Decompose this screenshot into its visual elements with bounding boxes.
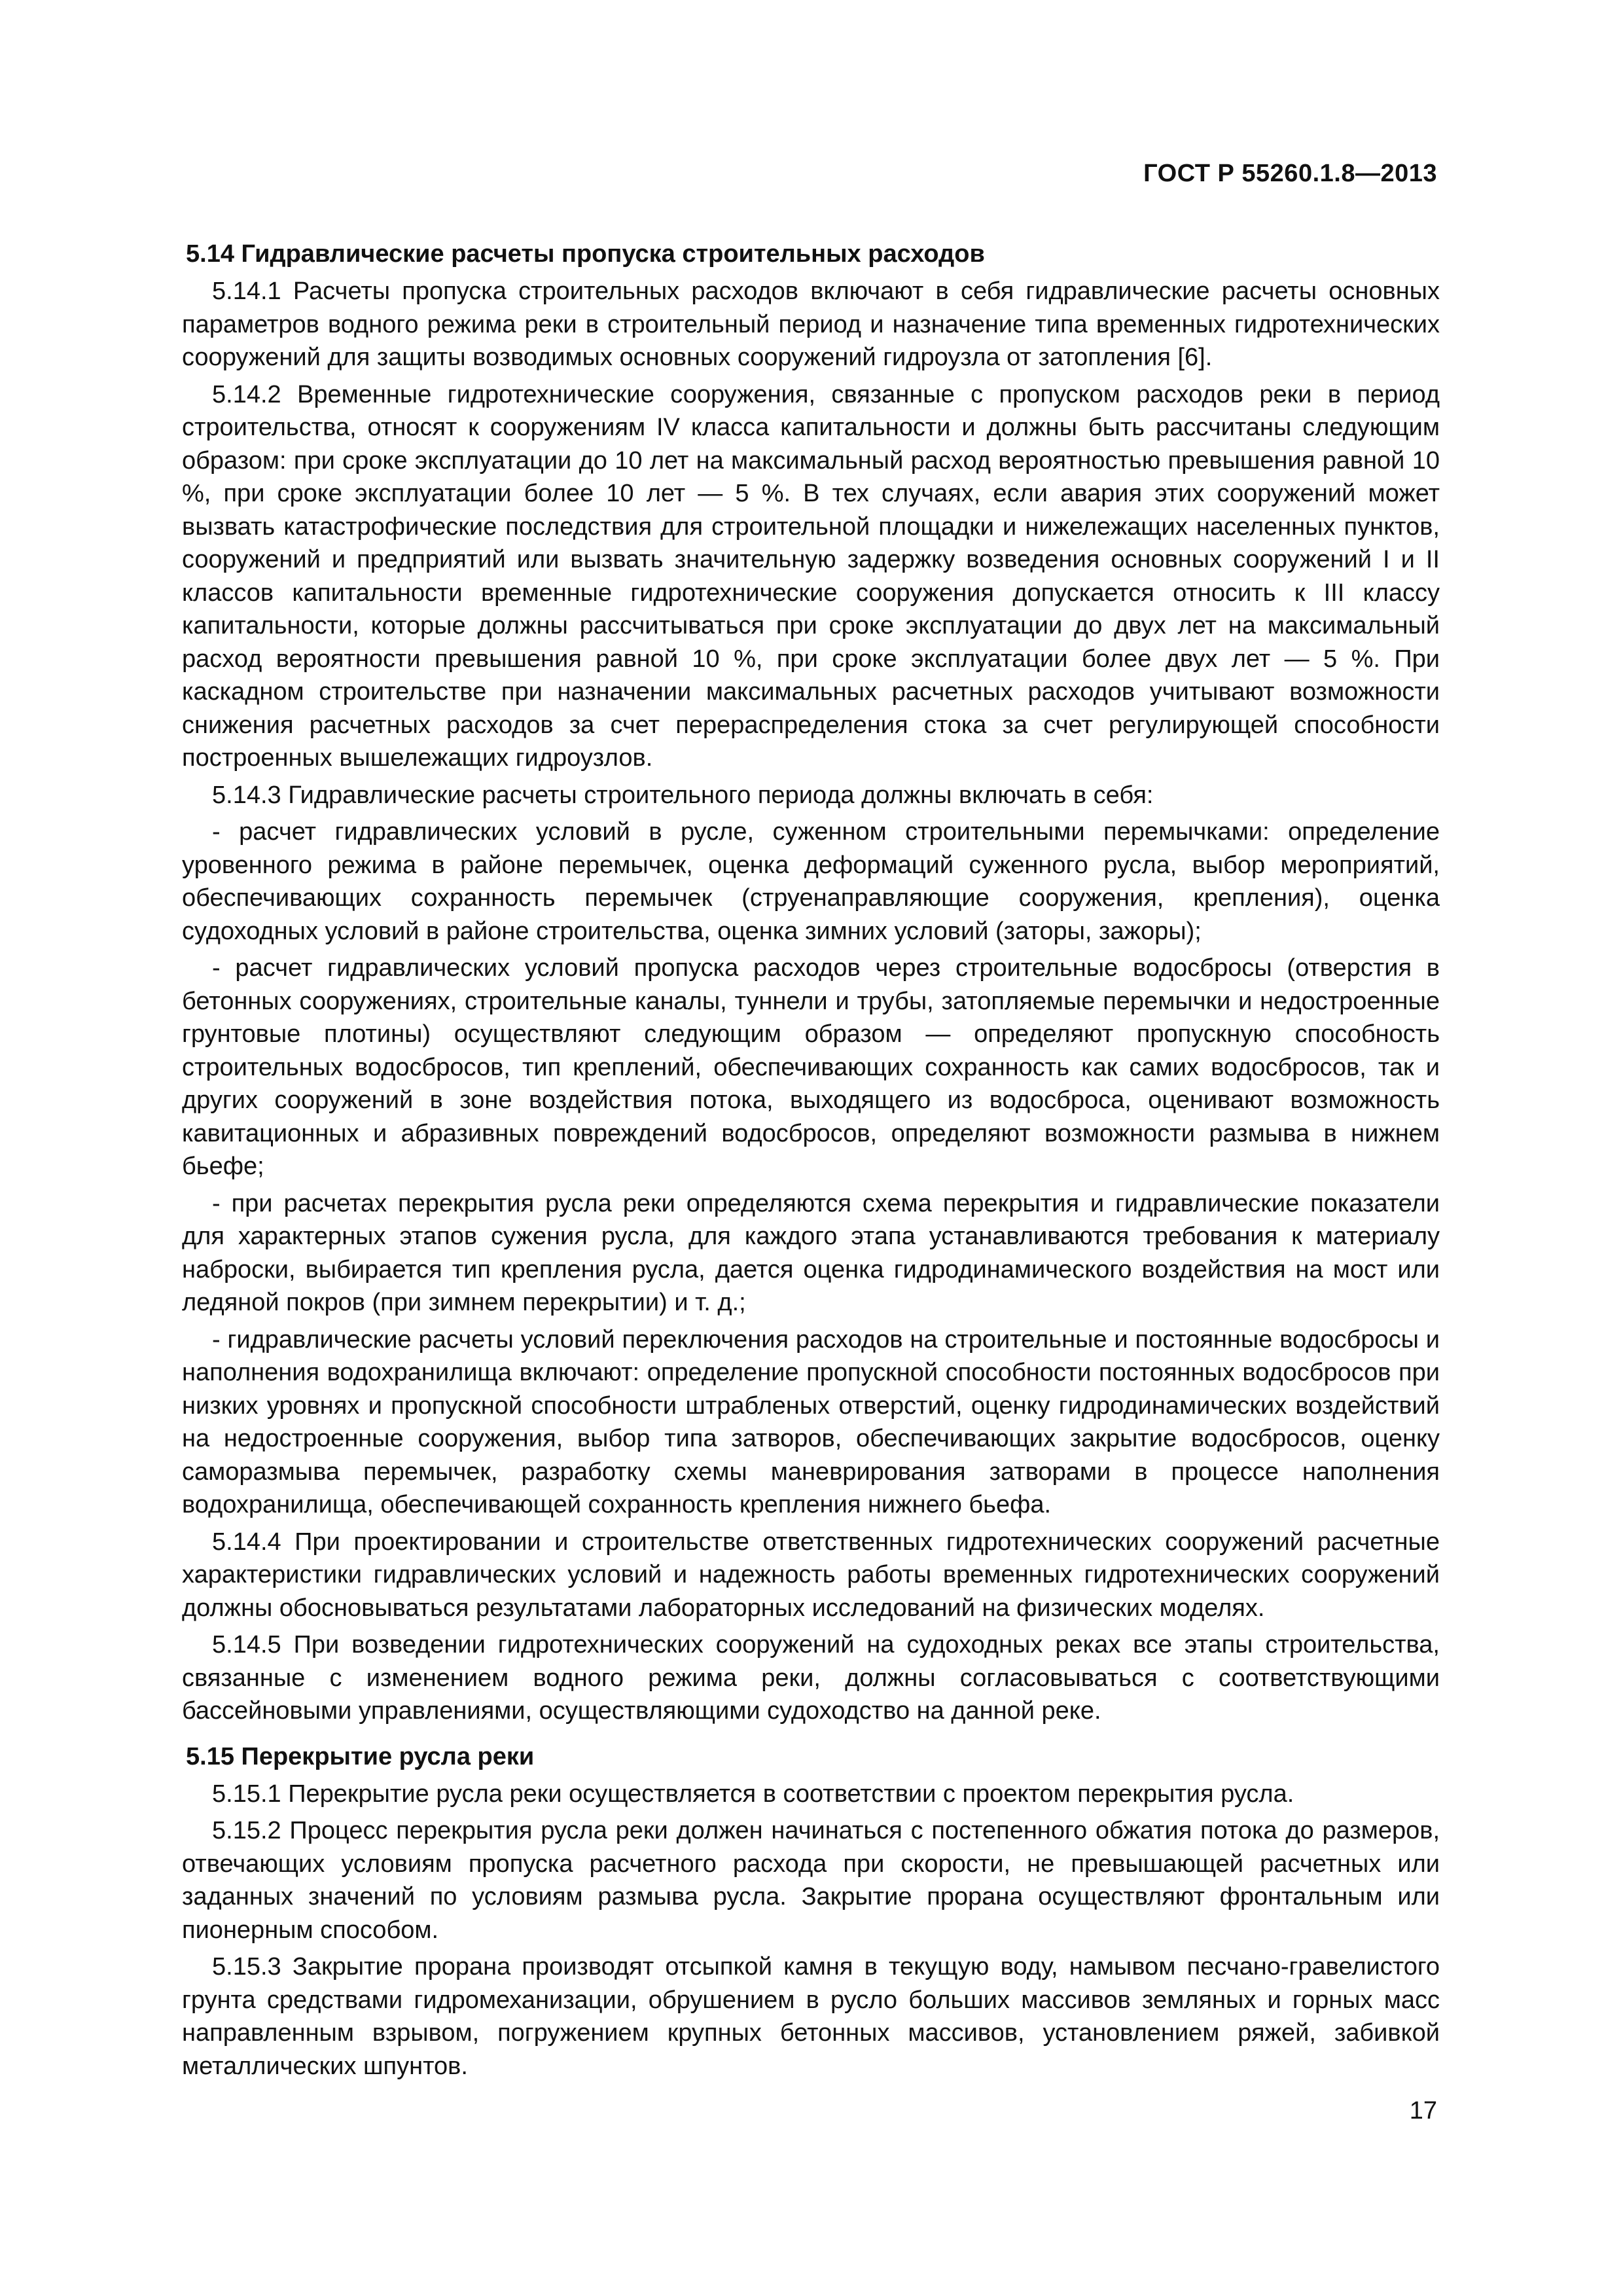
paragraph-5-15-1: 5.15.1 Перекрытие русла реки осуществляется в соответствии с проектом перекрытия русла. [212,1780,1294,1808]
list-item-channel-conditions: - расчет гидравлических условий в русле, суженном строительными перемычками: определение уровенного режима в районе перемычек, оценка деформаций суженного русла, выбор мероприятий, обеспечивающих сохранность перемычек (струенаправляющие сооружения, крепления), оценка судоходных условий в районе строительства, оценка зимних условий (заторы, зажоры); [182,818,1440,945]
document-code-header: ГОСТ Р 55260.1.8—2013 [1143,160,1437,187]
list-item-river-closure: - при расчетах перекрытия русла реки определяются схема перекрытия и гидравлические показатели для характерных этапов сужения русла, для каждого этапа устанавливаются требования к материалу наброски, выбирается тип крепления русла, дается оценка гидродинамического воздействия на мост или ледяной покров (при зимнем перекрытии) и т. д.; [182,1189,1440,1316]
paragraph-5-14-2: 5.14.2 Временные гидротехнические сооружения, связанные с пропуском расходов реки в период строительства, относят к сооружениям IV класса капитальности и должны быть рассчитаны следующим образом: при сроке эксплуатации до 10 лет на максимальный расход вероятностью превышения равной 10 %, при сроке эксплуатации более 10 лет — 5 %. В тех случаях, если авария этих сооружений может вызвать катастрофические последствия для строительной площадки и нижележащих населенных пунктов, сооружений и предприятий или вызвать значительную задержку возведения основных сооружений I и II классов капитальности временные гидротехнические сооружения допускается относить к III классу капитальности, которые должны рассчитываться при сроке эксплуатации до двух лет на максимальный расход вероятности превышения равной 10 %, при сроке эксплуатации более двух лет — 5 %. При каскадном строительстве при назначении максимальных расчетных расходов учитывают возможности снижения расчетных расходов за счет перераспределения стока за счет регулирующей способности построенных вышележащих гидроузлов. [182,380,1440,772]
page-number: 17 [1409,2097,1437,2125]
page-body [182,237,1440,2087]
paragraph-5-14-3: 5.14.3 Гидравлические расчеты строительного периода должны включать в себя: [212,781,1154,809]
section-title-5-15: 5.15 Перекрытие русла реки [186,1742,535,1770]
paragraph-5-14-5: 5.14.5 При возведении гидротехнических сооружений на судоходных реках все этапы строительства, связанные с изменением водного режима реки, должны согласовываться с соответствующими бассейновыми управлениями, осуществляющими судоходство на данной реке. [182,1631,1440,1725]
paragraph-5-14-1: 5.14.1 Расчеты пропуска строительных расходов включают в себя гидравлические расчеты основных параметров водного режима реки в строительный период и назначение типа временных гидротехнических сооружений для защиты возводимых основных сооружений гидроузла от затопления [6]. [182,278,1440,371]
paragraph-5-15-2: 5.15.2 Процесс перекрытия русла реки должен начинаться с постепенного обжатия потока до размеров, отвечающих условиям пропуска расчетного расхода при скорости, не превышающей расчетных или заданных значений по условиям размыва русла. Закрытие прорана осуществляют фронтальным или пионерным способом. [182,1817,1440,1944]
paragraph-5-14-4: 5.14.4 При проектировании и строительстве ответственных гидротехнических сооружений расчетные характеристики гидравлических условий и надежность работы временных гидротехнических сооружений должны обосновываться результатами лабораторных исследований на физических моделях. [182,1528,1440,1622]
section-title-5-14: 5.14 Гидравлические расчеты пропуска строительных расходов [186,240,985,268]
list-item-construction-spillways: - расчет гидравлических условий пропуска расходов через строительные водосбросы (отверстия в бетонных сооружениях, строительные каналы, туннели и трубы, затопляемые перемычки и недостроенные грунтовые плотины) осуществляют следующим образом — определяют пропускную способность строительных водосбросов, тип креплений, обеспечивающих сохранность как самих водосбросов, так и других сооружений в зоне воздействия потока, выходящего из водосброса, оценивают возможность кавитационных и абразивных повреждений водосбросов, определяют возможности размыва в нижнем бьефе; [182,954,1440,1180]
list-item-flow-switching: - гидравлические расчеты условий переключения расходов на строительные и постоянные водосбросы и наполнения водохранилища включают: определение пропускной способности постоянных водосбросов при низких уровнях и пропускной способности штрабленых отверстий, оценку гидродинамических воздействий на недостроенные сооружения, выбор типа затворов, обеспечивающих закрытие водосбросов, оценку саморазмыва перемычек, разработку схемы маневрирования затворами в процессе наполнения водохранилища, обеспечивающей сохранность крепления нижнего бьефа. [182,1325,1440,1518]
paragraph-5-15-3: 5.15.3 Закрытие прорана производят отсыпкой камня в текущую воду, намывом песчано-гравелистого грунта средствами гидромеханизации, обрушением в русло больших массивов земляных и горных масс направленным взрывом, погружением крупных бетонных массивов, установлением ряжей, забивкой металлических шпунтов. [182,1953,1440,2080]
